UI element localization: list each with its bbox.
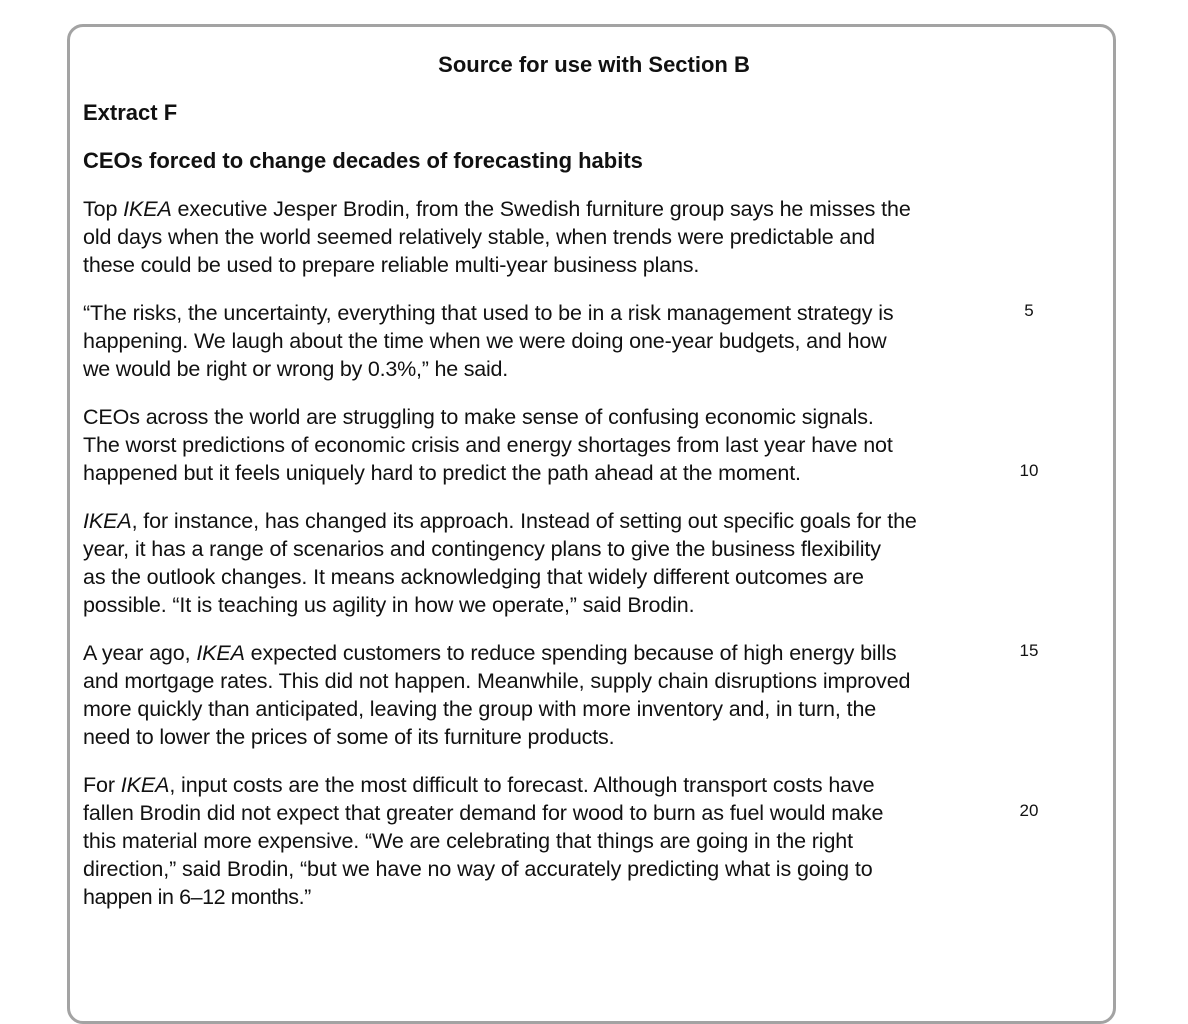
text-line: [83, 563, 983, 591]
text-run: possible. “It is teaching us agility in how we operate,” said Brodin.: [83, 593, 695, 617]
text-line: [83, 667, 983, 695]
paragraph-6: [83, 771, 983, 911]
text-line: [83, 827, 983, 855]
text-run: direction,” said Brodin, “but we have no way of accurately predicting what is going to: [83, 857, 873, 881]
text-line: [83, 299, 983, 327]
paragraph-1: [83, 195, 983, 279]
article-headline: CEOs forced to change decades of forecasting habits: [83, 148, 643, 173]
text-run: For: [83, 773, 121, 797]
text-run: as the outlook changes. It means acknowledging that widely different outcomes are: [83, 565, 864, 589]
text-run-italic: IKEA: [83, 509, 132, 533]
source-title: Source for use with Section B: [438, 52, 750, 77]
text-line: [83, 695, 983, 723]
text-run: and mortgage rates. This did not happen. Meanwhile, supply chain disruptions improved: [83, 669, 911, 693]
text-run: need to lower the prices of some of its furniture products.: [83, 725, 615, 749]
text-run: The worst predictions of economic crisis and energy shortages from last year have not: [83, 433, 893, 457]
paragraph-3: [83, 403, 983, 487]
paragraph-2: [83, 299, 983, 383]
text-run: we would be right or wrong by 0.3%,” he said.: [83, 357, 509, 381]
line-number: 10: [1019, 461, 1039, 480]
text-run: this material more expensive. “We are celebrating that things are going in the right: [83, 829, 853, 853]
text-line: [83, 507, 983, 535]
text-run: Top: [83, 197, 124, 221]
text-run: , input costs are the most difficult to forecast. Although transport costs have: [169, 773, 875, 797]
text-run: happening. We laugh about the time when we were doing one-year budgets, and how: [83, 329, 887, 353]
text-run: expected customers to reduce spending because of high energy bills: [244, 641, 897, 665]
text-run: old days when the world seemed relatively stable, when trends were predictable and: [83, 225, 875, 249]
text-line: [83, 855, 983, 883]
text-run: happened but it feels uniquely hard to predict the path ahead at the moment.: [83, 461, 801, 485]
text-line: [83, 723, 983, 751]
text-run: fallen Brodin did not expect that greater demand for wood to burn as fuel would make: [83, 801, 884, 825]
text-line: [83, 799, 983, 827]
text-line: [83, 403, 983, 431]
text-line: [83, 431, 983, 459]
paragraph-5: [83, 639, 983, 751]
paragraph-4: [83, 507, 983, 619]
text-line: [83, 327, 983, 355]
text-line: [83, 459, 983, 487]
text-run: CEOs across the world are struggling to make sense of confusing economic signals.: [83, 405, 874, 429]
text-line: [83, 251, 983, 279]
text-run: “The risks, the uncertainty, everything that used to be in a risk management strategy is: [83, 301, 894, 325]
text-run: executive Jesper Brodin, from the Swedish furniture group says he misses the: [171, 197, 911, 221]
line-number: 5: [1024, 301, 1034, 320]
text-run: these could be used to prepare reliable multi-year business plans.: [83, 253, 700, 277]
line-number: 15: [1019, 641, 1039, 660]
text-line: [83, 223, 983, 251]
text-run: more quickly than anticipated, leaving the group with more inventory and, in turn, the: [83, 697, 877, 721]
text-run: year, it has a range of scenarios and contingency plans to give the business flexibility: [83, 537, 881, 561]
extract-label: Extract F: [83, 100, 178, 125]
text-line: [83, 883, 983, 911]
text-line: [83, 355, 983, 383]
text-run: , for instance, has changed its approach. Instead of setting out specific goals for the: [131, 509, 917, 533]
text-line: [83, 639, 983, 667]
text-line: [83, 771, 983, 799]
line-number: 20: [1019, 801, 1039, 820]
text-run: A year ago,: [83, 641, 197, 665]
text-run-italic: IKEA: [123, 197, 172, 221]
text-run-italic: IKEA: [196, 641, 245, 665]
text-line: [83, 535, 983, 563]
text-line: [83, 591, 983, 619]
text-run-italic: IKEA: [120, 773, 170, 797]
text-line: [83, 195, 983, 223]
text-run: happen in 6–12 months.”: [83, 885, 311, 909]
